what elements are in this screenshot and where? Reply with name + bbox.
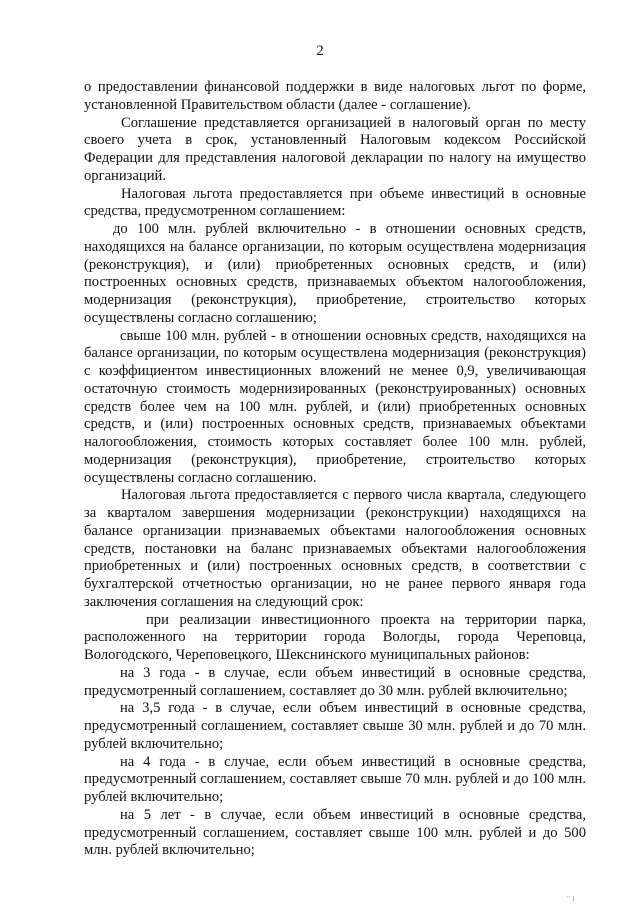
paragraph-benefit-start: Налоговая льгота предоставляется с первого числа квартала, следующего за кварталом завершения модернизации (реконструкции) находящихся на балансе организации признаваемых объектами налогообложения основных средств, постановки на баланс признаваемых объектами налогообложения приобретенных и (или) построенных основных средств, в соответствии с бухгалтерской отчетностью организации, но не ранее первого января года заключения соглашения на следующий срок: bbox=[84, 487, 586, 610]
document-body bbox=[84, 79, 586, 860]
list-item-5-years: на 5 лет - в случае, если объем инвестиций в основные средства, предусмотренный соглашением, составляет свыше 100 млн. рублей и до 500 млн. рублей включительно; bbox=[84, 806, 586, 859]
paragraph-up-to-100m: до 100 млн. рублей включительно - в отношении основных средств, находящихся на балансе организации, по которым осуществлена модернизация (реконструкция), и (или) приобретенных основных средств, и (или) построенных основных средств, признаваемых объектом налогообложения, модернизация (реконструкция), приобретение, строительство которых осуществлены согласно соглашению; bbox=[84, 221, 586, 326]
paragraph-continuation: о предоставлении финансовой поддержки в виде налоговых льгот по форме, установленной Правительством области (далее - соглашение). bbox=[84, 79, 586, 113]
paragraph-agreement-submission: Соглашение представляется организацией в налоговый орган по месту своего учета в срок, установленный Налоговым кодексом Российской Федерации для представления налоговой декларации по налогу на имущество организаций. bbox=[84, 114, 586, 184]
page-number: 2 bbox=[316, 43, 324, 59]
list-item-3-years: на 3 года - в случае, если объем инвестиций в основные средства, предусмотренный соглашением, составляет до 30 млн. рублей включительно; bbox=[84, 664, 586, 699]
paragraph-benefit-conditions: Налоговая льгота предоставляется при объеме инвестиций в основные средства, предусмотренном соглашением: bbox=[84, 185, 586, 220]
list-item-3-5-years: на 3,5 года - в случае, если объем инвестиций в основные средства, предусмотренный соглашением, составляет свыше 30 млн. рублей и до 70 млн. рублей включительно; bbox=[84, 700, 586, 752]
scan-corner-mark: " 1 bbox=[567, 895, 576, 903]
paragraph-over-100m: свыше 100 млн. рублей - в отношении основных средств, находящихся на балансе организации, по которым осуществлена модернизация (реконструкция) с коэффициентом инвестиционных вложений не менее 0,9, увеличивающая остаточную стоимость модернизированных (реконструированных) основных средств более чем на 100 млн. рублей, и (или) приобретенных основных средств, и (или) построенных основных средств, признаваемых объектами налогообложения, стоимость которых составляет более 100 млн. рублей, модернизация (реконструкция), приобретение, строительство которых осуществлены согласно соглашению. bbox=[84, 327, 586, 486]
list-item-4-years: на 4 года - в случае, если объем инвестиций в основные средства, предусмотренный соглашением, составляет свыше 70 млн. рублей и до 100 млн. рублей включительно; bbox=[84, 753, 586, 805]
paragraph-park-project: при реализации инвестиционного проекта на территории парка, расположенного на территории города Вологды, города Череповца, Вологодского, Череповецкого, Шекснинского муниципальных районов: bbox=[84, 611, 586, 663]
